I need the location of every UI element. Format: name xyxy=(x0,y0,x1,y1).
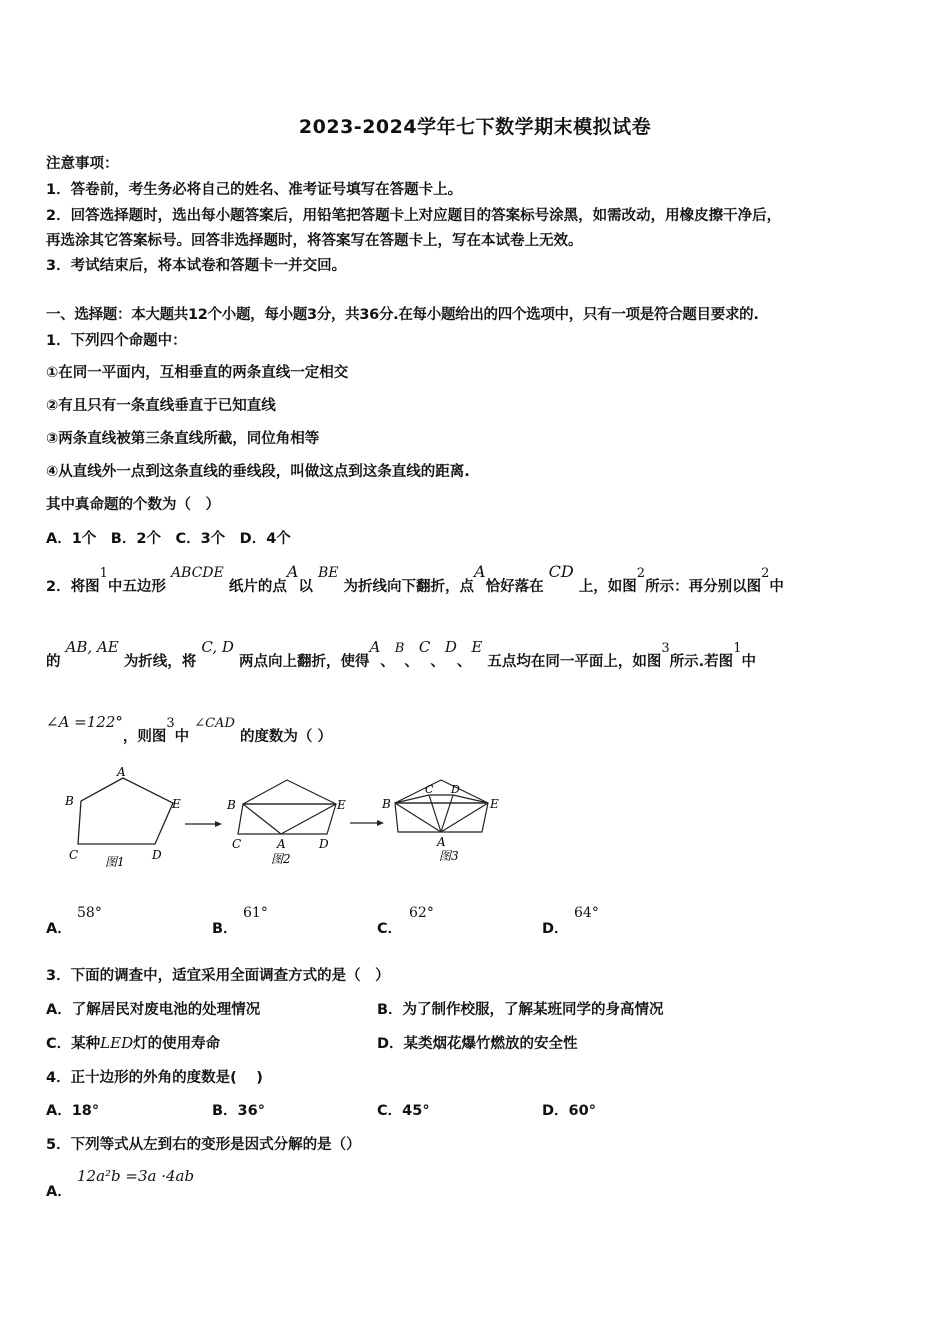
fig2-label-a: A xyxy=(277,837,286,851)
fig1-caption: 图1 xyxy=(105,855,125,869)
q2-option-b-value: 61° xyxy=(243,905,268,921)
q3-option-b: B．为了制作校服，了解某班同学的身高情况 xyxy=(377,1002,664,1018)
figure-number: 2 xyxy=(636,566,646,581)
q2-option-d-value: 64° xyxy=(574,905,599,921)
q3-option-d: D．某类烟花爆竹燃放的安全性 xyxy=(377,1036,578,1052)
figure-number: 3 xyxy=(661,641,670,656)
q1-stem: 1．下列四个命题中： xyxy=(46,333,187,349)
fig2-label-b: B xyxy=(227,798,236,812)
fig3-label-d: D xyxy=(451,783,460,796)
fig3-label-a: A xyxy=(437,835,446,849)
q4-stem: 4．正十边形的外角的度数是( ) xyxy=(46,1070,263,1086)
fig1-label-a: A xyxy=(117,765,126,779)
math-angle-value: ∠A =122° xyxy=(46,713,123,731)
arrow-icon xyxy=(350,820,384,826)
q5-option-a-expr: 12a²b =3a ·4ab xyxy=(77,1167,195,1185)
fig3-label-e: E xyxy=(490,797,499,811)
fig1-label-d: D xyxy=(152,848,162,862)
q1-prop-2: ②有且只有一条直线垂直于已知直线 xyxy=(46,398,276,414)
q3-option-c-text: 灯的使用寿命 xyxy=(133,1036,221,1052)
math-points: C, D xyxy=(201,638,234,656)
q2-text: 2．将图 xyxy=(46,579,100,595)
fig1-label-c: C xyxy=(69,848,79,862)
q2-text: 中 xyxy=(174,729,190,745)
fig2-label-c: C xyxy=(232,837,242,851)
q2-line-3 xyxy=(46,713,332,746)
q2-text: 为折线向下翻折，点 xyxy=(343,579,475,595)
fig1-label-e: E xyxy=(172,797,181,811)
fig2-caption: 图2 xyxy=(271,852,291,866)
math-led: LED xyxy=(100,1034,134,1052)
fig3-ed xyxy=(453,795,488,803)
q2-text: 所示.若图 xyxy=(669,654,734,670)
q4-option-d: D．60° xyxy=(542,1103,596,1119)
fig3-ca xyxy=(429,795,441,832)
math-point: D xyxy=(444,638,457,656)
math-point: A xyxy=(474,562,486,581)
q2-text: 以 xyxy=(298,579,313,595)
q5-option-a-letter: A． xyxy=(46,1184,72,1200)
q2-option-a-value: 58° xyxy=(77,905,102,921)
pentagon-abcde xyxy=(78,778,173,844)
q4-option-c: C．45° xyxy=(377,1103,430,1119)
math-segment: BE xyxy=(317,565,339,581)
q2-text: 的 xyxy=(46,654,61,670)
q1-prop-4: ④从直线外一点到这条直线的垂线段，叫做这点到这条直线的距离. xyxy=(46,464,470,480)
q3-stem: 3．下面的调查中，适宜采用全面调查方式的是（ ） xyxy=(46,968,390,984)
exam-title: 2023-2024学年七下数学期末模拟试卷 xyxy=(298,116,652,138)
fig3-ea xyxy=(441,803,488,832)
q2-text: 恰好落在 xyxy=(485,579,544,595)
math-pentagon: ABCDE xyxy=(170,565,224,581)
math-point: E xyxy=(471,638,483,656)
q2-text: 五点均在同一平面上，如图 xyxy=(487,654,662,670)
q2-option-c-value: 62° xyxy=(409,905,434,921)
figure-number: 1 xyxy=(99,566,108,581)
fig2-label-d: D xyxy=(319,837,329,851)
q3-option-a: A．了解居民对废电池的处理情况 xyxy=(46,1002,261,1018)
math-point: B xyxy=(394,641,405,656)
q2-text: 的度数为（ ） xyxy=(239,729,332,745)
math-angle: ∠CAD xyxy=(194,716,235,731)
fig3-label-b: B xyxy=(382,797,391,811)
q2-text: 中 xyxy=(741,654,756,670)
q2-text: 上，如图 xyxy=(578,579,637,595)
q2-option-a-letter: A． xyxy=(46,921,72,937)
folding-figures xyxy=(55,762,515,872)
math-segment: CD xyxy=(548,562,574,581)
q2-text: ，则图 xyxy=(122,729,167,745)
q2-text: 两点向上翻折，使得 xyxy=(238,654,370,670)
q3-option-c-text: C．某种 xyxy=(46,1036,101,1052)
q2-option-b-letter: B． xyxy=(212,921,238,937)
figure-2 xyxy=(238,780,336,834)
separator: 、 xyxy=(380,654,395,670)
notice-item-2: 2．回答选择题时，选出每小题答案后，用铅笔把答题卡上对应题目的答案标号涂黑，如需改动，用橡皮擦干净后， xyxy=(46,208,782,224)
q4-option-a: A．18° xyxy=(46,1103,100,1119)
q2-text: 纸片的点 xyxy=(228,579,287,595)
q2-option-d-letter: D． xyxy=(542,921,569,937)
q2-text: 所示：再分别以图 xyxy=(645,579,762,595)
fig2-label-e: E xyxy=(337,798,346,812)
fig3-outline xyxy=(395,803,488,832)
notice-item-2-cont: 再选涂其它答案标号。回答非选择题时，将答案写在答题卡上，写在本试卷上无效。 xyxy=(46,233,583,249)
math-point: A xyxy=(369,638,381,656)
fig3-da xyxy=(441,795,453,832)
q1-prop-1: ①在同一平面内，互相垂直的两条直线一定相交 xyxy=(46,365,349,381)
q4-option-b: B．36° xyxy=(212,1103,265,1119)
q2-text: 中 xyxy=(769,579,784,595)
arrow-icon xyxy=(185,821,222,827)
fig3-label-c: C xyxy=(425,783,434,796)
q2-line-1 xyxy=(46,562,784,596)
notice-heading: 注意事项： xyxy=(46,156,119,172)
math-point: A xyxy=(286,562,299,581)
math-segments: AB, AE xyxy=(65,638,119,656)
notice-item-1: 1．答卷前，考生务必将自己的姓名、准考证号填写在答题卡上。 xyxy=(46,182,463,198)
separator: 、 xyxy=(456,654,472,670)
fig2-ba xyxy=(243,804,281,834)
q1-ask: 其中真命题的个数为（ ） xyxy=(46,497,220,513)
separator: 、 xyxy=(430,654,445,670)
fig3-caption: 图3 xyxy=(439,849,459,863)
q2-text: 中五边形 xyxy=(107,579,166,595)
math-point: C xyxy=(418,638,431,656)
q2-text: 为折线，将 xyxy=(123,654,197,670)
figure-3 xyxy=(395,780,488,832)
fig1-label-b: B xyxy=(65,794,74,808)
figure-number: 2 xyxy=(761,566,770,581)
q2-line-2 xyxy=(46,638,756,671)
figure-1 xyxy=(78,778,173,844)
q2-option-c-letter: C． xyxy=(377,921,403,937)
fig2-top xyxy=(243,780,336,804)
fig2-pentagon xyxy=(238,804,336,834)
notice-item-3: 3．考试结束后，将本试卷和答题卡一并交回。 xyxy=(46,258,347,274)
fig3-bc xyxy=(395,795,429,803)
q3-option-c xyxy=(46,1032,220,1053)
figure-number: 1 xyxy=(733,641,742,656)
q1-options: A．1个 B．2个 C．3个 D．4个 xyxy=(46,531,291,547)
separator: 、 xyxy=(404,654,419,670)
q5-stem: 5．下列等式从左到右的变形是因式分解的是（） xyxy=(46,1137,361,1153)
q1-prop-3: ③两条直线被第三条直线所截，同位角相等 xyxy=(46,431,320,447)
fig3-ba xyxy=(395,803,441,832)
section-heading: 一、选择题：本大题共12个小题，每小题3分，共36分.在每小题给出的四个选项中，只有一项是符合题目要求的. xyxy=(46,307,759,323)
figure-number: 3 xyxy=(166,716,175,731)
